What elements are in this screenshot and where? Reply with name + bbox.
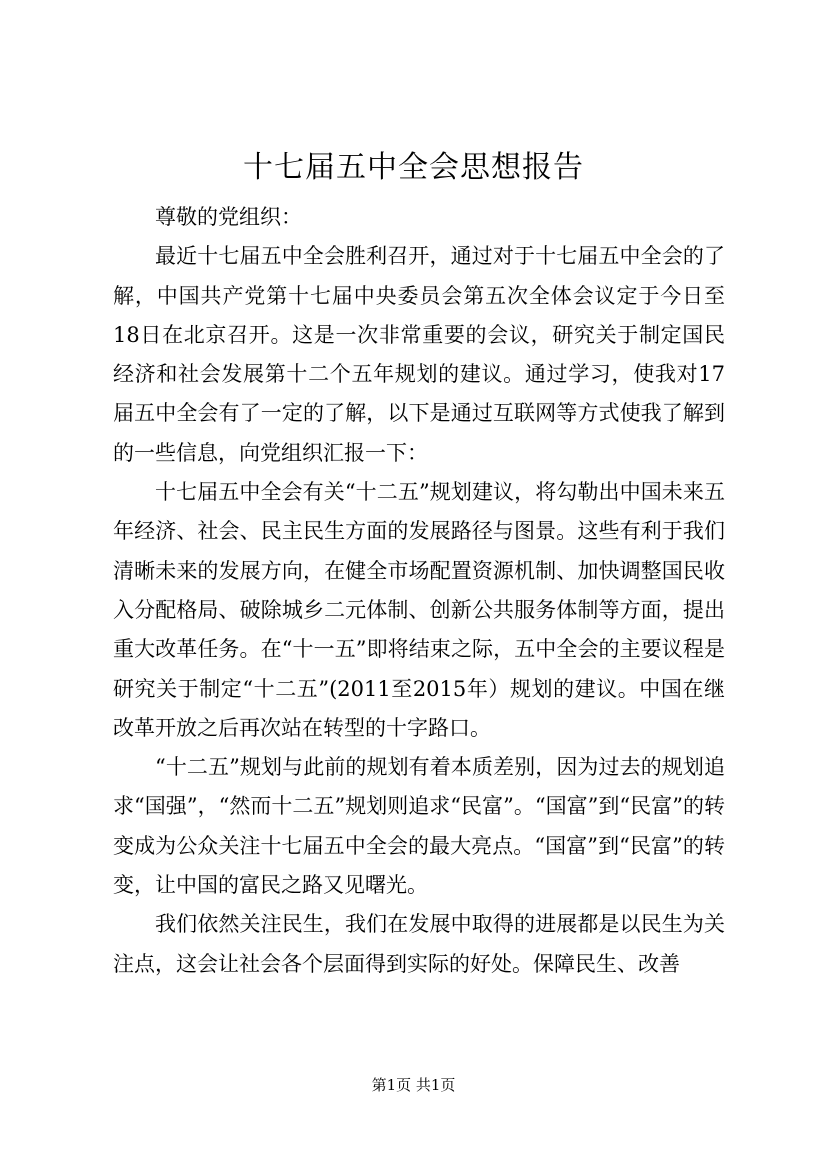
paragraph: “十二五”规划与此前的规划有着本质差别，因为过去的规划追求“国强”，“然而十二五”规划则追求“民富”。“国富”到“民富”的转变成为公众关注十七届五中全会的最大亮点。“国富”到“民富”的转变，让中国的富民之路又见曙光。 bbox=[113, 755, 725, 898]
salutation: 尊敬的党组织： bbox=[155, 205, 302, 229]
document-title: 十七届五中全会思想报告 bbox=[243, 150, 584, 185]
page-footer: 第1页 共1页 bbox=[371, 1076, 456, 1094]
paragraph: 十七届五中全会有关“十二五”规划建议，将勾勒出中国未来五年经济、社会、民主民生方面的发展路径与图景。这些有利于我们清晰未来的发展方向，在健全市场配置资源机制、加快调整国民收入分配格局、破除城乡二元体制、创新公共服务体制等方面，提出重大改革任务。在“十一五”即将结束之际，五中全会的主要议程是研究关于制定“十二五”(2011至2015年）规划的建议。中国在继改革开放之后再次站在转型的十字路口。 bbox=[113, 480, 725, 740]
document-body bbox=[113, 198, 725, 984]
paragraph: 我们依然关注民生，我们在发展中取得的进展都是以民生为关注点，这会让社会各个层面得到实际的好处。保障民生、改善 bbox=[113, 912, 725, 976]
paragraph: 最近十七届五中全会胜利召开，通过对于十七届五中全会的了解，中国共产党第十七届中央委员会第五次全体会议定于今日至18日在北京召开。这是一次非常重要的会议，研究关于制定国民经济和社会发展第十二个五年规划的建议。通过学习，使我对17届五中全会有了一定的了解，以下是通过互联网等方式使我了解到的一些信息，向党组织汇报一下： bbox=[113, 244, 725, 465]
